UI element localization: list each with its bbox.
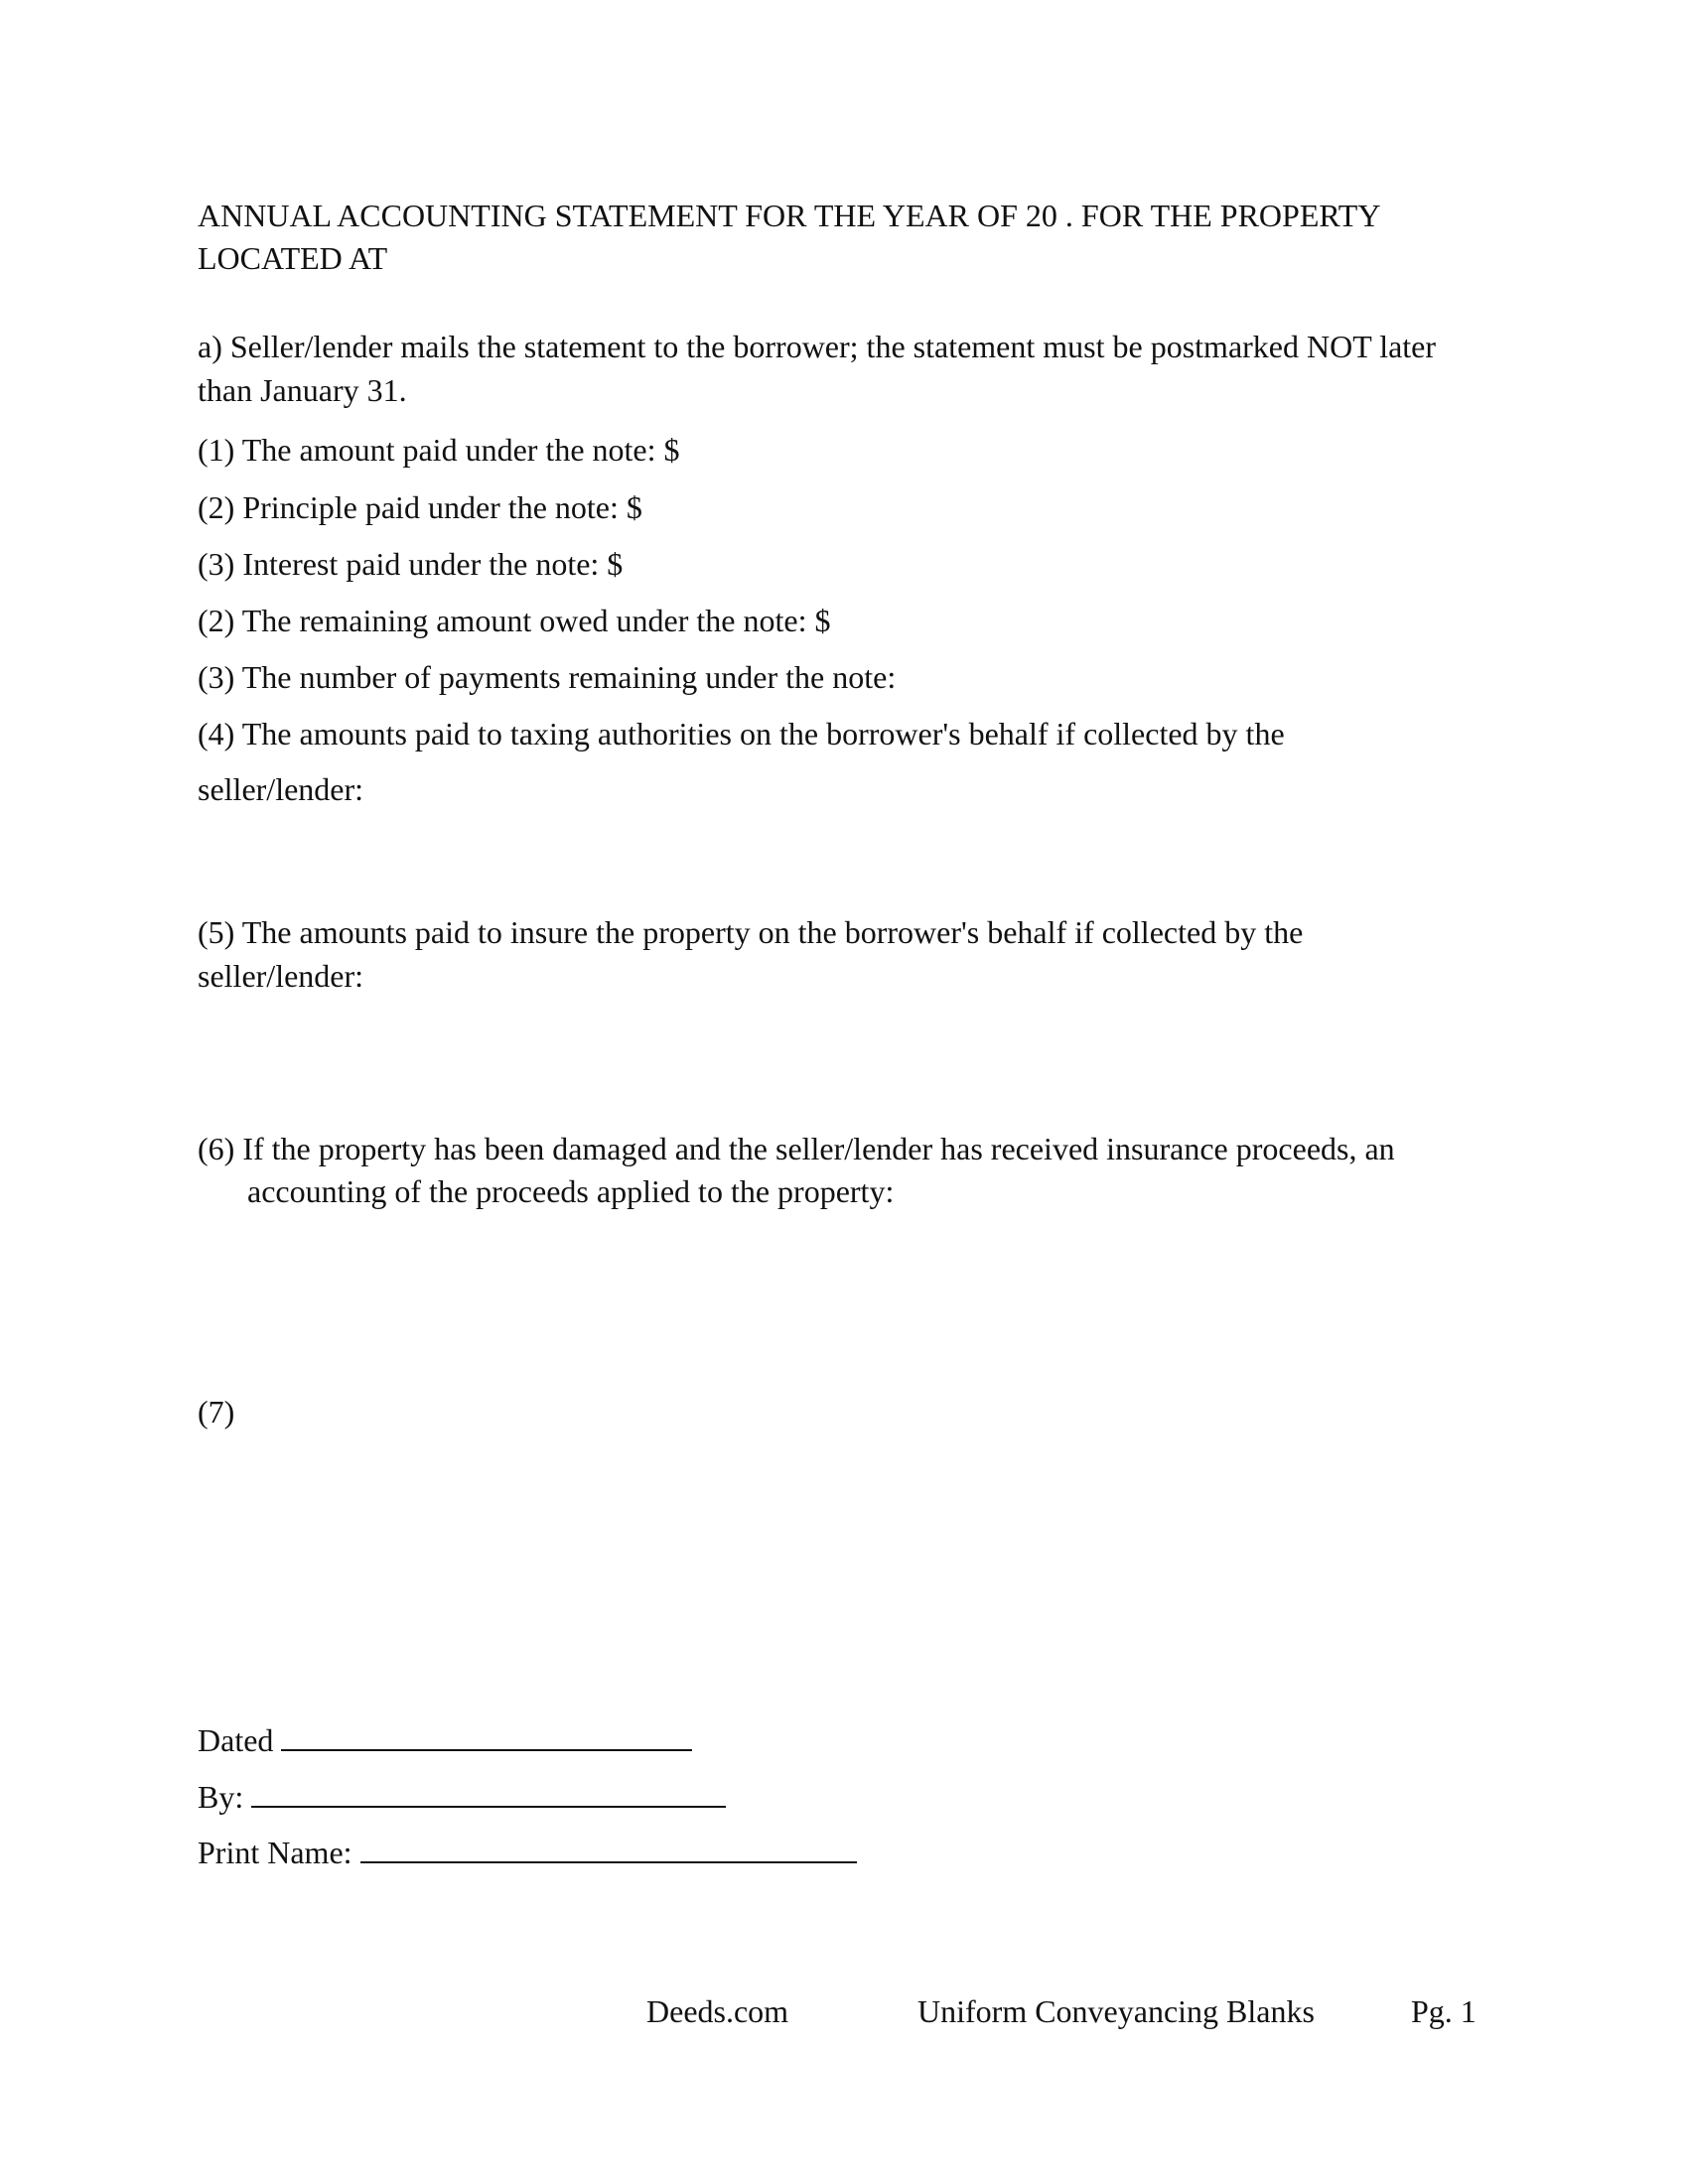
dated-blank[interactable]	[281, 1721, 692, 1751]
item-remaining-owed: (2) The remaining amount owed under the note: $	[198, 603, 831, 638]
item-payments-remaining: (3) The number of payments remaining under the note:	[198, 659, 897, 695]
item-insurance-line-2: seller/lender:	[198, 958, 364, 994]
intro-line-2: than January 31.	[198, 372, 407, 408]
item-taxes-line-1: (4) The amounts paid to taxing authorities on the borrower's behalf if collected by the	[198, 716, 1285, 751]
intro-line-1: a) Seller/lender mails the statement to the borrower; the statement must be postmarked NOT later	[198, 329, 1437, 364]
footer-page-number: Pg. 1	[1411, 1993, 1477, 2029]
print-name-row	[198, 1833, 857, 1874]
item-insurance-line-1: (5) The amounts paid to insure the property on the borrower's behalf if collected by the	[198, 914, 1304, 950]
by-blank[interactable]	[251, 1778, 726, 1808]
item-damage-line-1: (6) If the property has been damaged and the seller/lender has received insurance proceeds, an	[198, 1131, 1395, 1166]
item-interest-paid: (3) Interest paid under the note: $	[198, 546, 624, 582]
footer-site: Deeds.com	[646, 1993, 789, 2029]
item-damage-line-2: accounting of the proceeds applied to the property:	[247, 1173, 895, 1209]
document-title-line-2: LOCATED AT	[198, 240, 388, 276]
by-row	[198, 1777, 726, 1819]
item-principal-paid: (2) Principle paid under the note: $	[198, 489, 642, 525]
by-label: By:	[198, 1779, 244, 1815]
footer-collection: Uniform Conveyancing Blanks	[917, 1993, 1315, 2029]
item-taxes-line-2: seller/lender:	[198, 771, 364, 807]
dated-label: Dated	[198, 1722, 274, 1758]
print-name-label: Print Name:	[198, 1835, 352, 1870]
document-title-line-1: ANNUAL ACCOUNTING STATEMENT FOR THE YEAR OF 20 . FOR THE PROPERTY	[198, 198, 1381, 233]
item-7: (7)	[198, 1394, 235, 1430]
dated-row	[198, 1720, 692, 1762]
item-amount-paid: (1) The amount paid under the note: $	[198, 432, 680, 468]
print-name-blank[interactable]	[360, 1834, 857, 1863]
